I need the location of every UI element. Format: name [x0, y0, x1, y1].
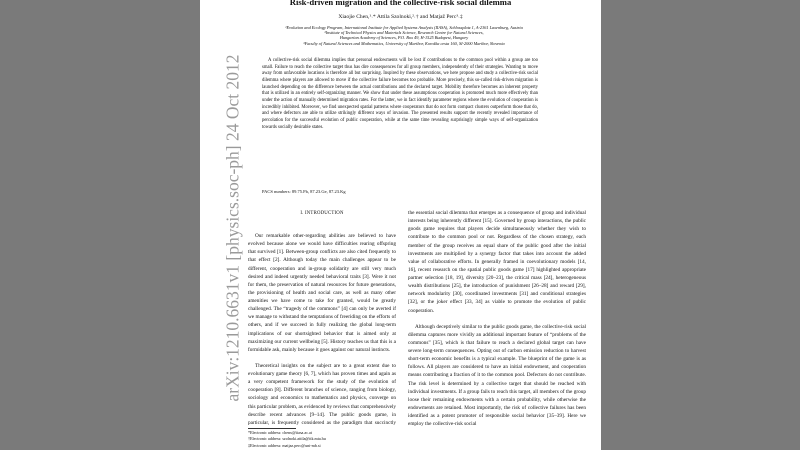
- affiliations: [250, 25, 558, 46]
- right-column: [408, 209, 586, 450]
- affiliation-line: ¹Evolution and Ecology Program, International Institute for Applied Systems Analysis (IIASA), Schlossplatz 1, A-2361 Laxenburg, Austria: [285, 25, 523, 30]
- section-heading-introduction: I. INTRODUCTION: [300, 211, 344, 216]
- affiliation-line: ²Institute of Technical Physics and Materials Science, Research Centre for Natural Sciences,: [324, 30, 484, 36]
- paragraph: Our remarkable other-regarding abilities are believed to have evolved because alone we would have difficulties rearing offspring that survived [1]. Between-group conflicts are also cited frequently to that effect [2]. Although today the main challenges appear to be different, cooperation and in-group solidarity are still very much desired and indeed urgently needed behavioral traits [3]. Were it not for them, the preservation of natural resources for future generations, the provisioning of health and social care, as well as many other amenities we have come to take for granted, would be greatly challenged. The “tragedy of the commons” [4] can only be averted if we manage to withstand the temptations of freeriding on the efforts of others, and if we succeed in fully realizing the global long-term implications of our shortsighted behavior that is aimed only at maximizing our current wellbeing [5]. History teaches us that this is a formidable ask, mainly because it goes against our natural instincts.: [248, 233, 396, 353]
- footnote-rule: [248, 428, 296, 429]
- left-column: [248, 232, 396, 428]
- pacs-numbers: PACS numbers: 89.75.Fb, 87.23.Ge, 87.23.Kg: [262, 189, 346, 194]
- paragraph: the essential social dilemma that emerges as a consequence of group and individual interests being inherently different [15]. Governed by group interactions, the public goods game requires that players decide simultaneously whether they wish to contribute to the common pool or not. Regardless of the chosen strategy, each member of the group receives an equal share of the public good after the initial investments are multiplied by a synergy factor that takes into account the added value of collaborative efforts. In generally framed in coevolutionary models [14, 16], recent research on the spatial public goods game [17] highlighted appropriate partner selection [18, 19], diversity [20–23], the critical mass [24], heterogeneous wealth distributions [25], the introduction of punishment [26–28] and reward [29], network modularity [30], coordinated investments [31] and conditional strategies [32], or the joker effect [33, 34] as viable to promote the evolution of public cooperation.: [408, 210, 586, 314]
- paper-title: Risk-driven migration and the collective-risk social dilemma: [289, 0, 512, 7]
- author-list: Xiaojie Chen,¹˒* Attila Szolnoki,²˒† and Matjaž Perc³˒‡: [338, 14, 463, 20]
- affiliation-line: Hungarian Academy of Sciences, P.O. Box 49, H-1525 Budapest, Hungary: [339, 35, 469, 41]
- footnote-email: *Electronic address: chenx@iiasa.ac.at: [248, 430, 313, 435]
- footnote-email: †Electronic address: szolnoki.attila@ttk.mta.hu: [248, 436, 326, 442]
- paragraph: Although deceptively similar to the public goods game, the collective-risk social dilemma captures more vividly an additional important feature of “problems of the commons” [35], which is that failure to reach a declared global target can have severe long-term consequences. Opting out of carbon emission reduction to harvest short-term economic benefits is a typical example. The blueprint of the game is as follows. All players are considered to have an initial endowment, and cooperation means contributing a fraction of it to the common pool. Defectors do not contribute. The risk level is determined by a collective target that should be reached with individual investments. If a group fails to reach this target, all members of the group loose their remaining endowments with a certain probability, while otherwise the endowments are retained. Most importantly, the risk of collective failures has been identified as a potent promoter of responsible social behavior [35–39]. Here we employ the collective-risk social: [408, 323, 586, 428]
- paragraph: Theoretical insights on the subject are to a great extent due to evolutionary game theory [6, 7], which has proven times and again as a very competent framework for the study of the evolution of cooperation [8]. Different branches of science, ranging from biology, sociology and economics to mathematics and physics, converge on this particular problem, as evidenced by reviews that comprehensively describe recent advances [9–14]. The public goods game, in particular, is frequently considered as the paradigm that succinctly: [248, 362, 396, 426]
- abstract: A collective-risk social dilemma implies that personal endowments will be lost if contributions to the common pool within a group are too small. Failure to reach the collective target thus has dire consequences for all group members, independently of their strategies. Wanting to move away from unfavorable locations is therefore all but surprising. Inspired by these observations, we here propose and study a collective-risk social dilemma where players are allowed to move if the collective failure becomes too probable. More precisely, this so-called risk-driven migration is launched depending on the difference between the actual contributions and the declared target. Mobility therefore becomes an inherent property that is utilized in an entirely self-organizing manner. We show that under these assumptions cooperation is promoted much more effectively than under the action of manually determined migration rates. For the latter, we in fact identify parameter regions where the evolution of cooperation is incredibly inhibited. Moreover, we find unexpected spatial patterns where cooperators that do not form compact clusters outperform those that do, and where defectors are able to utilize strikingly different ways of invasion. The presented results support the recently revealed importance of percolation for the successful evolution of public cooperation, while at the same time revealing surprisingly simple ways of self-organization towards socially desirable states.: [262, 58, 538, 130]
- footnote-email: ‡Electronic address: matjaz.perc@uni-mb.si: [248, 442, 321, 448]
- affiliation-line: ³Faculty of Natural Sciences and Mathematics, University of Maribor, Koroška cesta 160, SI-2000 Maribor, Slovenia: [303, 40, 505, 46]
- footnotes: [248, 430, 398, 449]
- arxiv-stamp: [220, 0, 246, 450]
- arxiv-identifier: arXiv:1210.6631v1 [physics.soc-ph] 24 Oct 2012: [222, 54, 243, 402]
